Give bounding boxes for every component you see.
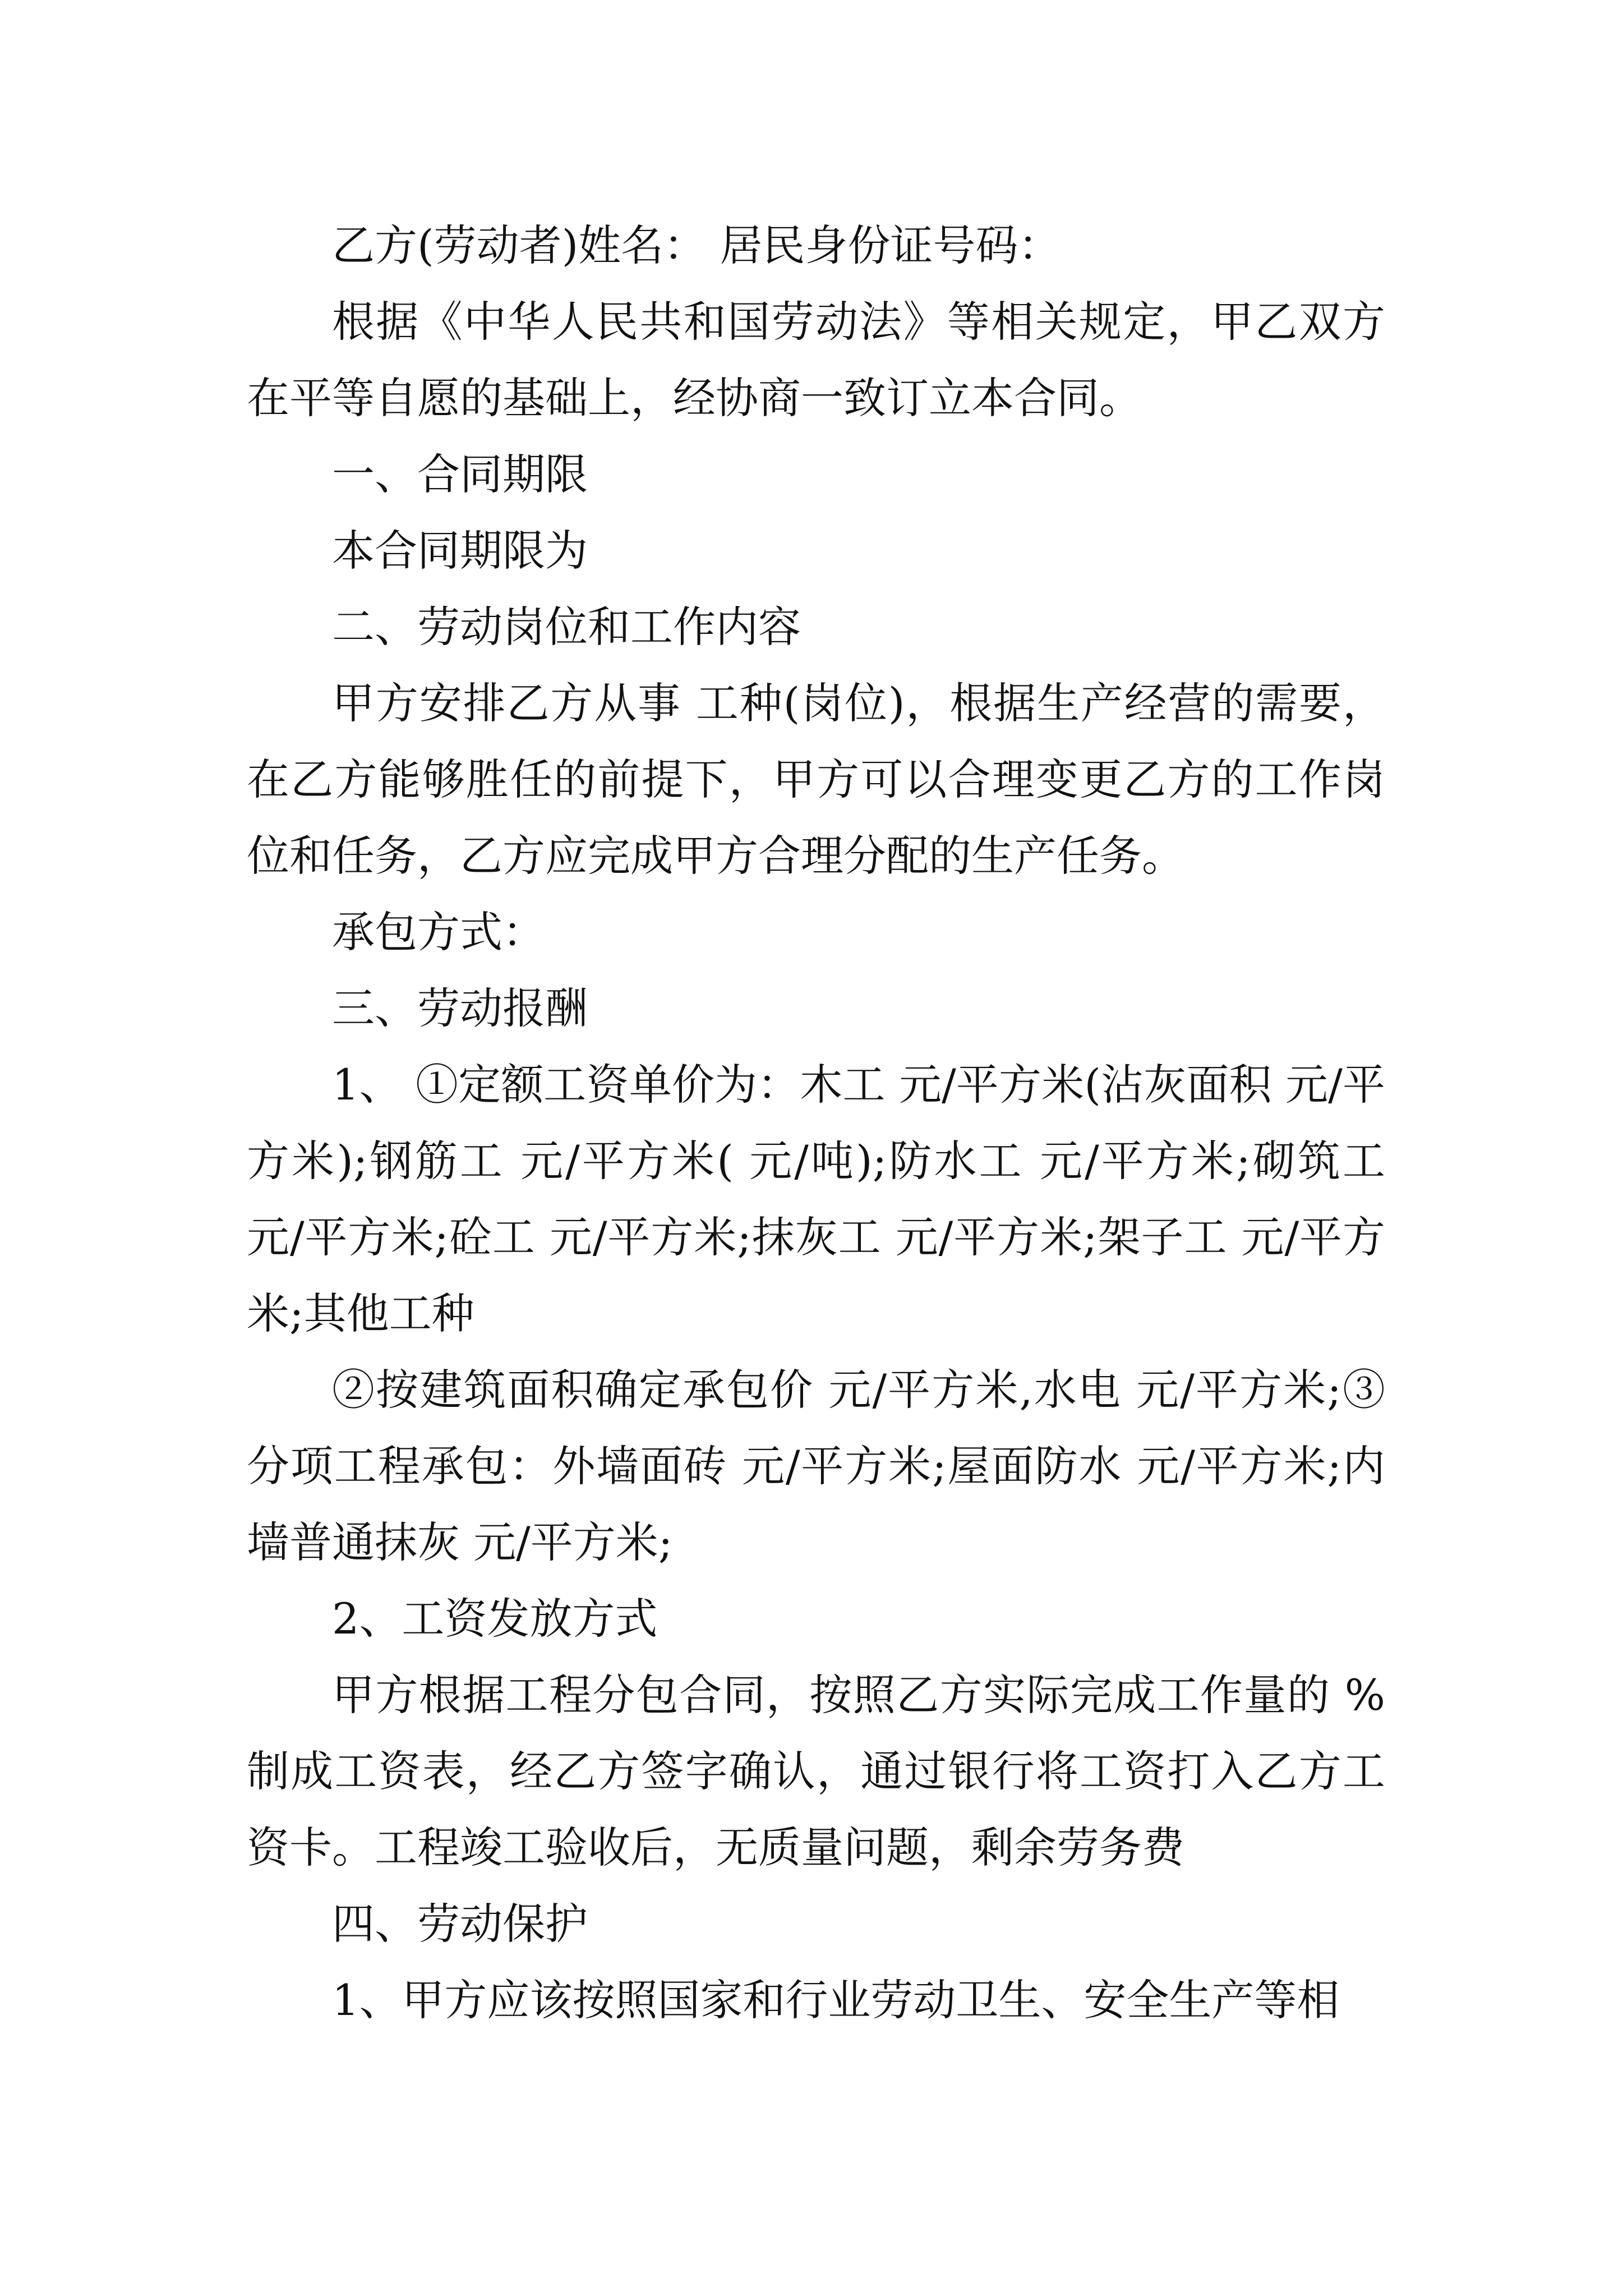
section-heading-job-content: 二、劳动岗位和工作内容: [332, 602, 801, 652]
contracting-method: 承包方式：: [332, 907, 545, 957]
section-heading-contract-term: 一、合同期限: [332, 449, 588, 499]
section-heading-labor-protection: 四、劳动保护: [332, 1899, 588, 1949]
area-based-prices: ②按建筑面积确定承包价 元/平方米,水电 元/平方米;③分项工程承包：外墙面砖 元/平方米;屋面防水 元/平方米;内墙普通抹灰 元/平方米;: [247, 1365, 1385, 1567]
subheading-wage-payment: 2、工资发放方式: [332, 1594, 658, 1644]
section-heading-remuneration: 三、劳动报酬: [332, 983, 588, 1033]
document-body: [247, 208, 1385, 2039]
contract-preamble: 根据《中华人民共和国劳动法》等相关规定，甲乙双方在平等自愿的基础上，经协商一致订立本合同。: [247, 297, 1385, 423]
job-content-text: 甲方安排乙方从事 工种(岗位)，根据生产经营的需要，在乙方能够胜任的前提下，甲方可以合理变更乙方的工作岗位和任务，乙方应完成甲方合理分配的生产任务。: [247, 678, 1385, 881]
labor-protection-text: 1、甲方应该按照国家和行业劳动卫生、安全生产等相: [332, 1975, 1340, 2025]
contract-term-text: 本合同期限为: [332, 526, 588, 576]
party-b-info: 乙方(劳动者)姓名： 居民身份证号码：: [332, 220, 1061, 270]
wage-unit-prices: 1、 ①定额工资单价为：木工 元/平方米(沾灰面积 元/平方米);钢筋工 元/平方米( 元/吨);防水工 元/平方米;砌筑工 元/平方米;砼工 元/平方米;抹灰工 元/平方米;架子工 元/平方米;其他工种: [247, 1060, 1385, 1338]
wage-payment-text: 甲方根据工程分包合同，按照乙方实际完成工作量的 %制成工资表，经乙方签字确认，通过银行将工资打入乙方工资卡。工程竣工验收后，无质量问题，剩余劳务费: [247, 1670, 1385, 1872]
